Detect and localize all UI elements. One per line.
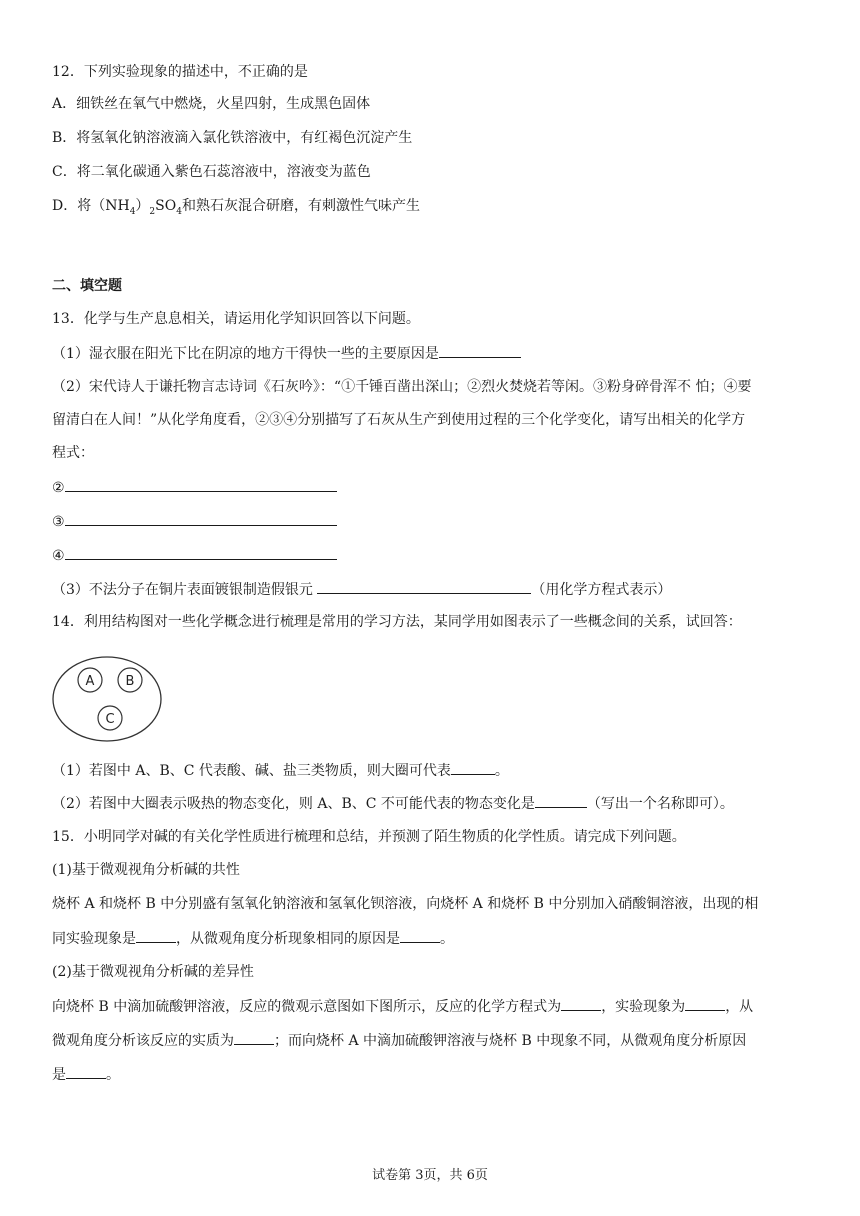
q13-part2-line1: （2）宋代诗人于谦托物言志诗词《石灰吟》：“①千锤百凿出深山；②烈火焚烧若等闲。③粉身碎骨浑不 怕；④要: [52, 379, 752, 395]
page-footer: 试卷第 3页，共 6页: [372, 1168, 488, 1183]
q12-option-d: D．将$(NH_4)_2SO_4$和熟石灰混合研磨，有刺激性气味产生: [52, 198, 420, 217]
q15-part1-line2: 同实验现象是 ，从微观角度分析现象相同的原因是 。: [52, 928, 454, 949]
label-c: C: [105, 712, 115, 727]
q15-part1-title: (1)基于微观视角分析碱的共性: [52, 862, 240, 878]
q12-stem: 12．下列实验现象的描述中，不正确的是: [52, 64, 308, 80]
section-title: 二、填空题: [52, 278, 122, 294]
answer-blank: [561, 996, 601, 1011]
q12-option-a: A．细铁丝在氧气中燃烧，火星四射，生成黑色固体: [52, 96, 371, 112]
answer-blank: [439, 343, 521, 358]
label-b: B: [125, 674, 135, 689]
answer-blank: [65, 511, 337, 526]
q13-stem: 13．化学与生产息息相关，请运用化学知识回答以下问题。: [52, 311, 420, 327]
answer-blank: [317, 579, 531, 594]
answer-blank: [535, 793, 587, 808]
q15-part2-line3: 是 。: [52, 1064, 120, 1085]
q15-part2-line1: 向烧杯 B 中滴加硫酸钾溶液，反应的微观示意图如下图所示，反应的化学方程式为 ，实验现象为 ，从: [52, 996, 753, 1017]
answer-blank: [66, 1064, 106, 1079]
q15-stem: 15．小明同学对碱的有关化学性质进行梳理和总结，并预测了陌生物质的化学性质。请完成下列问题。: [52, 829, 686, 845]
q14-stem: 14．利用结构图对一些化学概念进行梳理是常用的学习方法，某同学用如图表示了一些概念间的关系，试回答：: [52, 614, 742, 630]
answer-blank: [65, 477, 337, 492]
q12-option-b: B．将氢氧化钠溶液滴入氯化铁溶液中，有红褐色沉淀产生: [52, 130, 413, 146]
answer-blank: [400, 928, 440, 943]
q13-part2-line2: 留清白在人间！”从化学角度看，②③④分别描写了石灰从生产到使用过程的三个化学变化，请写出相关的化学方: [52, 412, 746, 428]
q13-eq-line-2: ②: [52, 477, 337, 498]
answer-blank: [451, 760, 495, 775]
q13-part2-line3: 程式：: [52, 445, 94, 461]
outer-circle: [53, 657, 161, 741]
q13-eq-line-4: ④: [52, 545, 337, 566]
q15-part2-title: (2)基于微观视角分析碱的差异性: [52, 964, 254, 980]
concept-diagram: [50, 654, 166, 746]
q14-part1: （1）若图中 A、B、C 代表酸、碱、盐三类物质，则大圈可代表 。: [52, 760, 509, 781]
answer-blank: [685, 996, 725, 1011]
q13-part1: （1）湿衣服在阳光下比在阴凉的地方干得快一些的主要原因是: [52, 343, 521, 364]
label-a: A: [85, 674, 95, 689]
q15-part1-line1: 烧杯 A 和烧杯 B 中分别盛有氢氧化钠溶液和氢氧化钡溶液，向烧杯 A 和烧杯 B 中分别加入硝酸铜溶液，出现的相: [52, 896, 759, 912]
q12-option-c: C．将二氧化碳通入紫色石蕊溶液中，溶液变为蓝色: [52, 164, 371, 180]
q13-eq-line-3: ③: [52, 511, 337, 532]
answer-blank: [136, 928, 176, 943]
answer-blank: [65, 545, 337, 560]
q14-part2: （2）若图中大圈表示吸热的物态变化，则 A、B、C 不可能代表的物态变化是 （写出一个名称即可）。: [52, 793, 734, 814]
q13-part3: （3）不法分子在铜片表面镀银制造假银元 （用化学方程式表示）: [52, 579, 671, 600]
q15-part2-line2: 微观角度分析该反应的实质为 ；而向烧杯 A 中滴加硫酸钾溶液与烧杯 B 中现象不同，从微观角度分析原因: [52, 1030, 746, 1051]
answer-blank: [234, 1030, 274, 1045]
